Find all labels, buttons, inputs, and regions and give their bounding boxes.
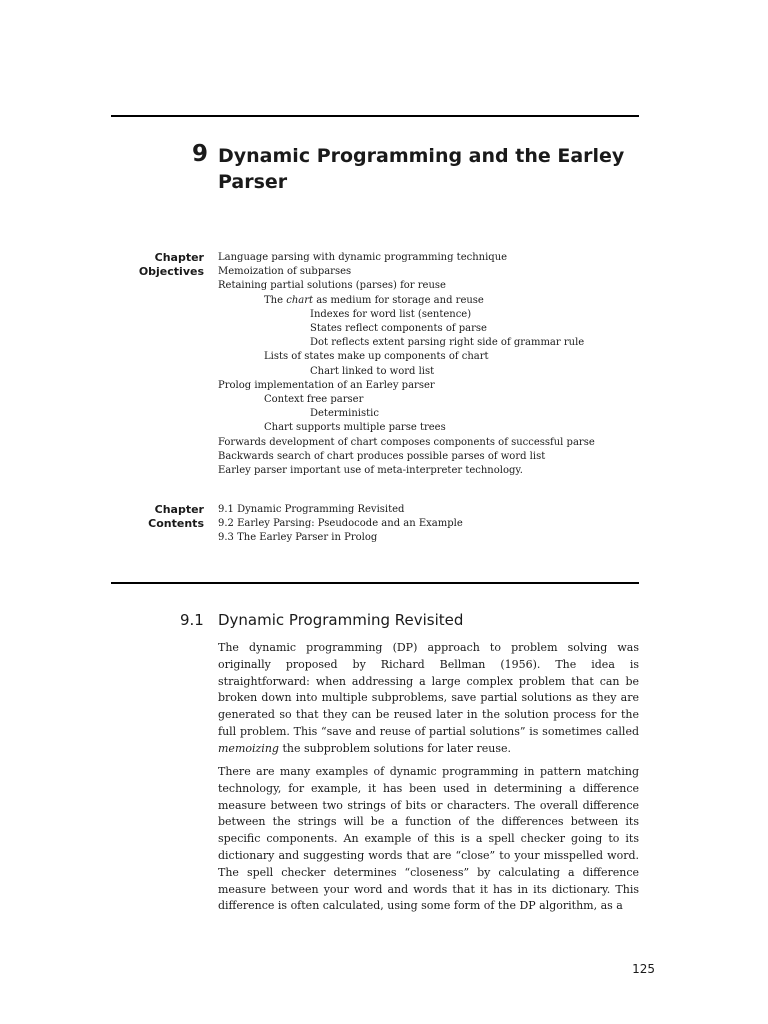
chapter-objectives-list [218, 251, 638, 478]
objective-item: Chart supports multiple parse trees [264, 422, 446, 434]
paragraph-text: the subproblem solutions for later reuse. [278, 741, 512, 755]
objective-item: Earley parser important use of meta-interpreter technology. [218, 465, 523, 477]
objective-item: Context free parser [264, 394, 364, 406]
objective-item [218, 294, 638, 308]
contents-item: 9.3 The Earley Parser in Prolog [218, 532, 378, 544]
objective-item: Retaining partial solutions (parses) for reuse [218, 280, 446, 292]
contents-item: 9.1 Dynamic Programming Revisited [218, 504, 405, 515]
objective-item: Language parsing with dynamic programming technique [218, 252, 508, 263]
objective-item: Backwards search of chart produces possible parses of word list [218, 450, 546, 462]
chapter-number: 9 [191, 141, 208, 167]
objective-item: Deterministic [310, 408, 379, 420]
section-title: Dynamic Programming Revisited [218, 611, 464, 629]
objective-item: Dot reflects extent parsing right side of grammar rule [310, 337, 585, 349]
chapter-contents-list [218, 503, 638, 546]
objective-item: Lists of states make up components of chart [264, 351, 489, 363]
section-rule [111, 582, 639, 584]
paragraph-emphasis: memoizing [218, 741, 279, 755]
contents-label-line1: Chapter [154, 503, 204, 516]
objective-item: Chart linked to word list [310, 365, 435, 377]
contents-item: 9.2 Earley Parsing: Pseudocode and an Example [218, 518, 463, 530]
top-rule [111, 115, 639, 117]
body-paragraph [218, 640, 639, 758]
objective-item: States reflect components of parse [310, 323, 487, 335]
section-number: 9.1 [180, 611, 204, 629]
objectives-label-line1: Chapter [154, 251, 204, 264]
chapter-objectives-label [120, 251, 204, 279]
objective-item: Memoization of subparses [218, 266, 352, 278]
body-paragraph: There are many examples of dynamic programming in pattern matching technology, for example, it has been used in determining a difference measure between two strings of bits or characters. The overall difference between the strings will be a function of the differences between its specific components. An example of this is a spell checker going to its dictionary and suggesting words that are “close” to your misspelled word. The spell checker determines “closeness” by calculating a difference measure between your word and words that it has in its dictionary. This difference is often calculated, using some form of the DP algorithm, as a [218, 765, 639, 913]
objective-item-prefix: The [264, 294, 287, 306]
chapter-contents-label [120, 503, 204, 531]
objective-item: Prolog implementation of an Earley parser [218, 379, 435, 391]
paragraph-text: The dynamic programming (DP) approach to problem solving was originally proposed by Richard Bellman (1956). The idea is straightforward: when addressing a large complex problem that can be broken down into multiple subproblems, save partial solutions as they are generated so that they can be reused later in the solution process for the full problem. This “save and reuse of partial solutions” is sometimes called [218, 641, 639, 738]
objective-item-suffix: as medium for storage and reuse [313, 294, 484, 306]
objectives-label-line2: Objectives [138, 265, 204, 278]
objective-item: Indexes for word list (sentence) [310, 308, 472, 320]
objective-item: Forwards development of chart composes components of successful parse [218, 436, 595, 448]
chapter-title: Dynamic Programming and the Earley Parser [218, 145, 625, 193]
objective-item-emphasis: chart [286, 294, 314, 306]
contents-label-line2: Contents [148, 517, 204, 530]
page-number: 125 [632, 962, 655, 976]
